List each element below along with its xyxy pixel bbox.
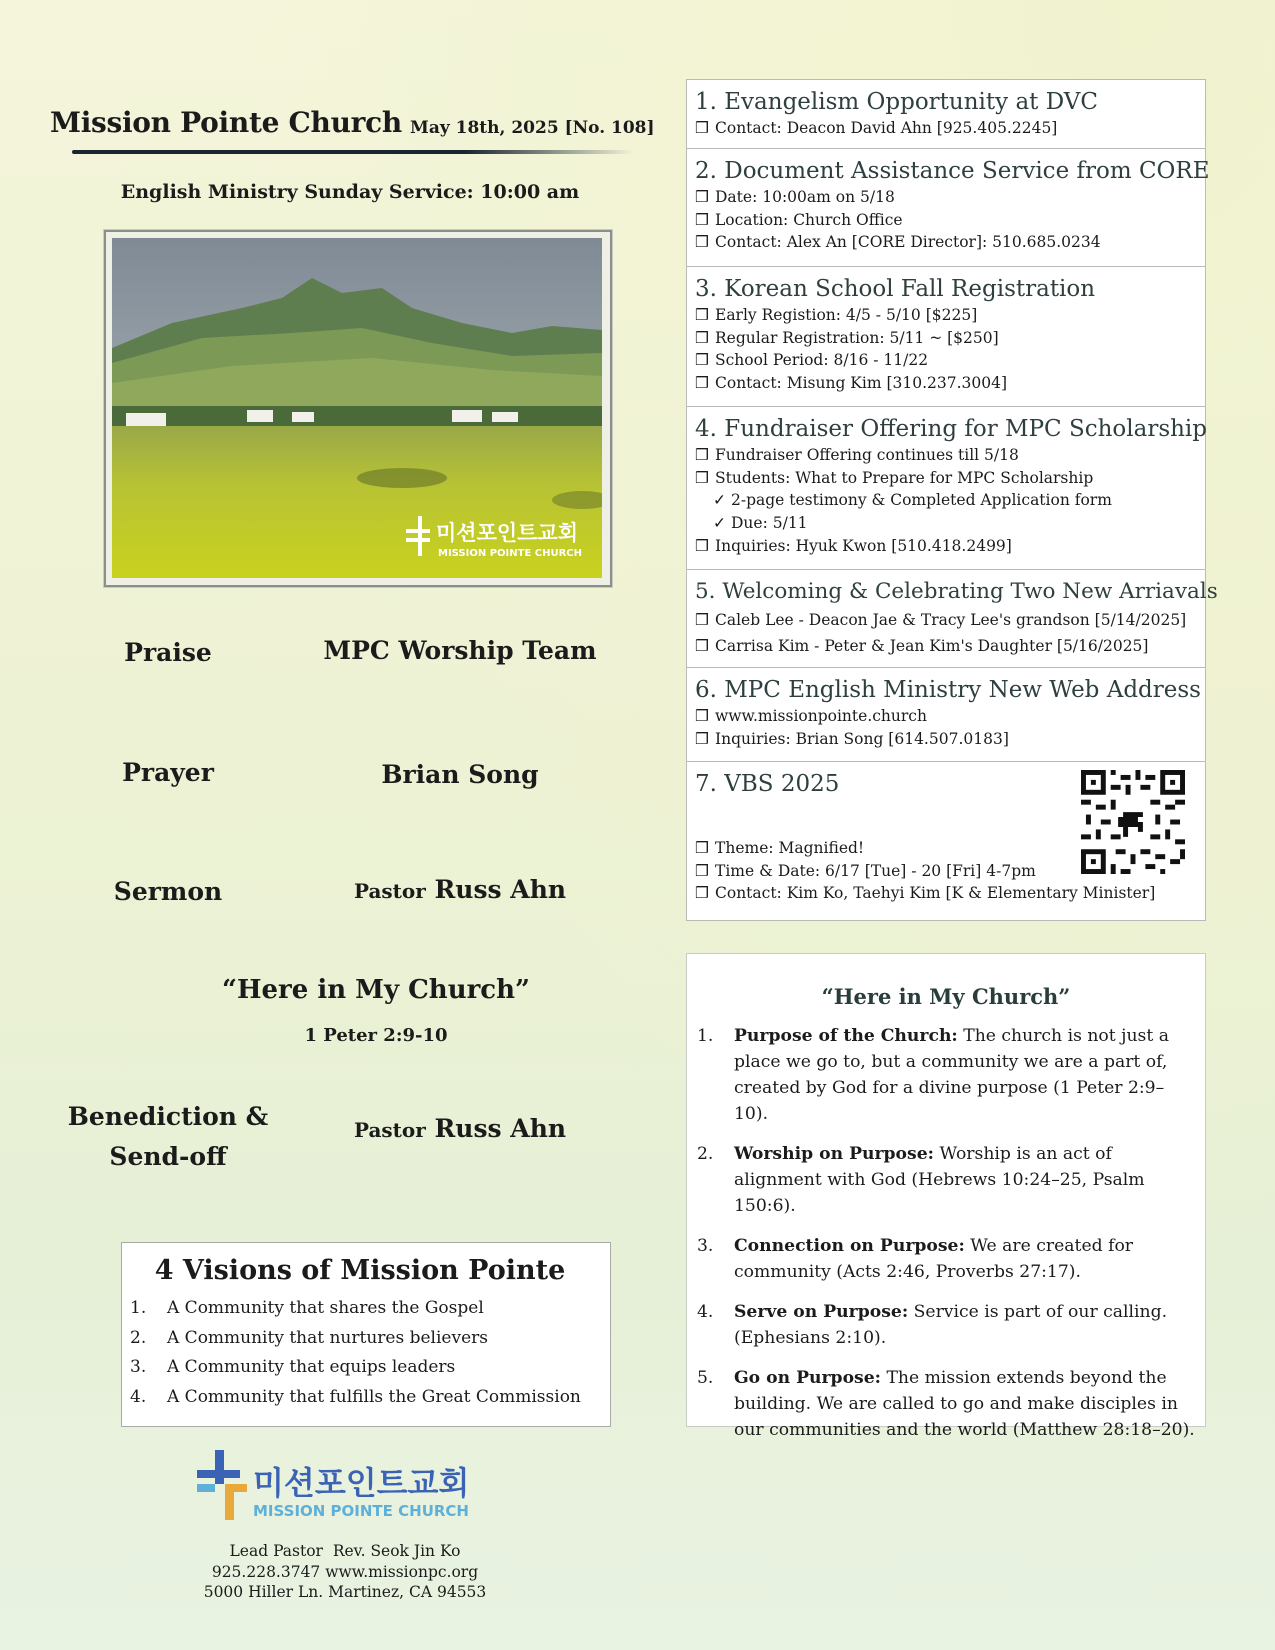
checkbox-icon: ❒ bbox=[695, 637, 709, 655]
sermon-point: 2. Worship on Purpose: Worship is an act of alignment with God (Hebrews 10:24–25, Psalm 150:6). bbox=[697, 1144, 1145, 1216]
watermark-korean: 미션포인트교회 bbox=[436, 521, 579, 545]
issue-date: May 18th, 2025 [No. 108] bbox=[410, 118, 655, 138]
sermon-label: Sermon bbox=[113, 877, 223, 906]
sermon-speaker bbox=[310, 875, 610, 904]
announcement-7 bbox=[687, 762, 1205, 920]
sermon-speaker-name: Russ Ahn bbox=[434, 875, 567, 904]
announcement-line: ❒ Regular Registration: 5/11 ~ [$250] bbox=[695, 327, 1197, 350]
visions-list bbox=[130, 1294, 590, 1412]
benediction-label-line-1: Benediction & bbox=[67, 1102, 269, 1131]
announcement-line: ❒ Fundraiser Offering continues till 5/18 bbox=[695, 444, 1197, 467]
sermon-point: 3. Connection on Purpose: We are created for community (Acts 2:46, Proverbs 27:17). bbox=[697, 1236, 1134, 1282]
qr-code-icon[interactable] bbox=[1081, 770, 1185, 874]
praise-leader: MPC Worship Team bbox=[323, 636, 597, 665]
checkbox-icon: ❒ bbox=[695, 861, 709, 880]
announcement-line: ❒ Contact: Misung Kim [310.237.3004] bbox=[695, 372, 1197, 395]
announcement-line: ❒ Date: 10:00am on 5/18 bbox=[695, 186, 1197, 209]
checkbox-icon: ❒ bbox=[695, 210, 709, 229]
check-icon: ✓ bbox=[713, 491, 726, 510]
announcement-line: ❒ Contact: Alex An [CORE Director]: 510.685.0234 bbox=[695, 231, 1197, 254]
benediction-label bbox=[58, 1097, 278, 1177]
visions-box bbox=[121, 1242, 611, 1427]
announcement-5 bbox=[687, 570, 1218, 668]
announcement-line: ❒ Contact: Deacon David Ahn [925.405.2245] bbox=[695, 117, 1197, 140]
announcement-subline: ✓ Due: 5/11 bbox=[695, 512, 1197, 535]
announcement-title: 3. Korean School Fall Registration bbox=[695, 276, 1096, 302]
benediction-speaker-title: Pastor bbox=[353, 1118, 426, 1142]
vision-item: 3. A Community that equips leaders bbox=[130, 1357, 456, 1377]
announcement-line: ❒ Early Registion: 4/5 - 5/10 [$225] bbox=[695, 304, 1197, 327]
checkbox-icon: ❒ bbox=[695, 351, 709, 370]
checkbox-icon: ❒ bbox=[695, 446, 709, 464]
sermon-point: 4. Serve on Purpose: Service is part of our calling. (Ephesians 2:10). bbox=[697, 1302, 1168, 1348]
pastor-contact bbox=[195, 1541, 495, 1603]
checkbox-icon: ❒ bbox=[695, 884, 709, 903]
announcement-6 bbox=[687, 668, 1205, 762]
announcement-4 bbox=[687, 407, 1208, 570]
checkbox-icon: ❒ bbox=[695, 188, 709, 206]
church-contact: 925.228.3747 www.missionpc.org bbox=[211, 1562, 479, 1581]
benediction-speaker bbox=[310, 1114, 610, 1143]
checkbox-icon: ❒ bbox=[695, 839, 709, 857]
landscape-image bbox=[112, 238, 602, 578]
church-logo bbox=[195, 1448, 495, 1526]
announcement-line: ❒ Students: What to Prepare for MPC Scholarship bbox=[695, 467, 1197, 490]
checkbox-icon: ❒ bbox=[695, 374, 709, 393]
title-divider bbox=[72, 150, 634, 154]
vision-item: 1. A Community that shares the Gospel bbox=[130, 1298, 484, 1318]
landscape-photo bbox=[104, 230, 612, 587]
announcement-line: ❒ Inquiries: Hyuk Kwon [510.418.2499] bbox=[695, 535, 1197, 558]
announcement-title: 6. MPC English Ministry New Web Address bbox=[695, 677, 1201, 703]
announcement-title: 7. VBS 2025 bbox=[695, 771, 840, 797]
announcement-title: 4. Fundraiser Offering for MPC Scholarship bbox=[695, 416, 1208, 442]
checkbox-icon: ❒ bbox=[695, 306, 709, 324]
prayer-leader: Brian Song bbox=[381, 760, 539, 789]
sermon-title: “Here in My Church” bbox=[221, 975, 530, 1005]
checkbox-icon: ❒ bbox=[695, 729, 709, 748]
announcement-title: 1. Evangelism Opportunity at DVC bbox=[695, 89, 1098, 115]
sermon-point: 5. Go on Purpose: The mission extends beyond the building. We are called to go and make disciples in our communities and the world (Matthew 28:18–20). bbox=[697, 1368, 1195, 1440]
lead-pastor: Lead Pastor Rev. Seok Jin Ko bbox=[229, 1542, 461, 1560]
checkbox-icon: ❒ bbox=[695, 611, 709, 629]
announcement-title: 5. Welcoming & Celebrating Two New Arriavals bbox=[695, 579, 1218, 604]
vision-item: 4. A Community that fulfills the Great Commission bbox=[130, 1386, 581, 1407]
sermon-notes-box bbox=[686, 953, 1206, 1440]
church-name: Mission Pointe Church bbox=[50, 106, 402, 139]
church-address: 5000 Hiller Ln. Martinez, CA 94553 bbox=[203, 1583, 487, 1601]
announcement-line: ❒ Theme: Magnified! bbox=[695, 837, 1197, 860]
service-time: English Ministry Sunday Service: 10:00 am bbox=[120, 181, 580, 203]
announcement-line: ❒ Contact: Kim Ko, Taehyi Kim [K & Elementary Minister] bbox=[695, 882, 1197, 905]
checkbox-icon: ❒ bbox=[695, 119, 709, 137]
sermon-reference: 1 Peter 2:9-10 bbox=[304, 1025, 448, 1046]
sermon-point: 1. Purpose of the Church: The church is not just a place we go to, but a community we are a part of, created by God for a divine purpose (1 Peter 2:9–10). bbox=[697, 1026, 1169, 1124]
praise-label: Praise bbox=[124, 638, 212, 667]
checkbox-icon: ❒ bbox=[695, 468, 709, 487]
watermark-english: MISSION POINTE CHURCH bbox=[438, 548, 582, 559]
checkbox-icon: ❒ bbox=[695, 233, 709, 252]
logo-english: MISSION POINTE CHURCH bbox=[253, 1502, 469, 1520]
announcement-line: ❒ Inquiries: Brian Song [614.507.0183] bbox=[695, 728, 1197, 751]
sermon-points-list bbox=[687, 1023, 1205, 1443]
announcement-title: 2. Document Assistance Service from CORE bbox=[695, 158, 1210, 184]
announcement-line: ❒ Caleb Lee - Deacon Jae & Tracy Lee's grandson [5/14/2025] bbox=[695, 607, 1197, 633]
check-icon: ✓ bbox=[713, 514, 726, 533]
prayer-label: Prayer bbox=[122, 758, 214, 787]
announcement-subline: ✓ 2-page testimony & Completed Application form bbox=[695, 489, 1197, 512]
checkbox-icon: ❒ bbox=[695, 707, 709, 725]
announcement-line: ❒ Carrisa Kim - Peter & Jean Kim's Daughter [5/16/2025] bbox=[695, 633, 1197, 659]
logo-korean: 미션포인트교회 bbox=[253, 1464, 470, 1502]
announcement-line: ❒ www.missionpointe.church bbox=[695, 705, 1197, 728]
announcements-box bbox=[686, 79, 1218, 921]
announcement-line: ❒ School Period: 8/16 - 11/22 bbox=[695, 349, 1197, 372]
announcement-2 bbox=[687, 149, 1210, 267]
announcement-3 bbox=[687, 267, 1205, 407]
sermon-notes-title: “Here in My Church” bbox=[821, 984, 1071, 1009]
sermon-speaker-title: Pastor bbox=[353, 879, 426, 903]
announcement-1 bbox=[687, 80, 1205, 149]
checkbox-icon: ❒ bbox=[695, 536, 709, 555]
announcement-line: ❒ Time & Date: 6/17 [Tue] - 20 [Fri] 4-7pm bbox=[695, 860, 1197, 883]
cross-logo-icon bbox=[195, 1448, 495, 1526]
benediction-label-line-2: Send-off bbox=[109, 1142, 227, 1171]
benediction-speaker-name: Russ Ahn bbox=[434, 1114, 567, 1143]
visions-title: 4 Visions of Mission Pointe bbox=[154, 1255, 566, 1286]
announcement-line: ❒ Location: Church Office bbox=[695, 209, 1197, 232]
vision-item: 2. A Community that nurtures believers bbox=[130, 1327, 488, 1348]
checkbox-icon: ❒ bbox=[695, 328, 709, 347]
